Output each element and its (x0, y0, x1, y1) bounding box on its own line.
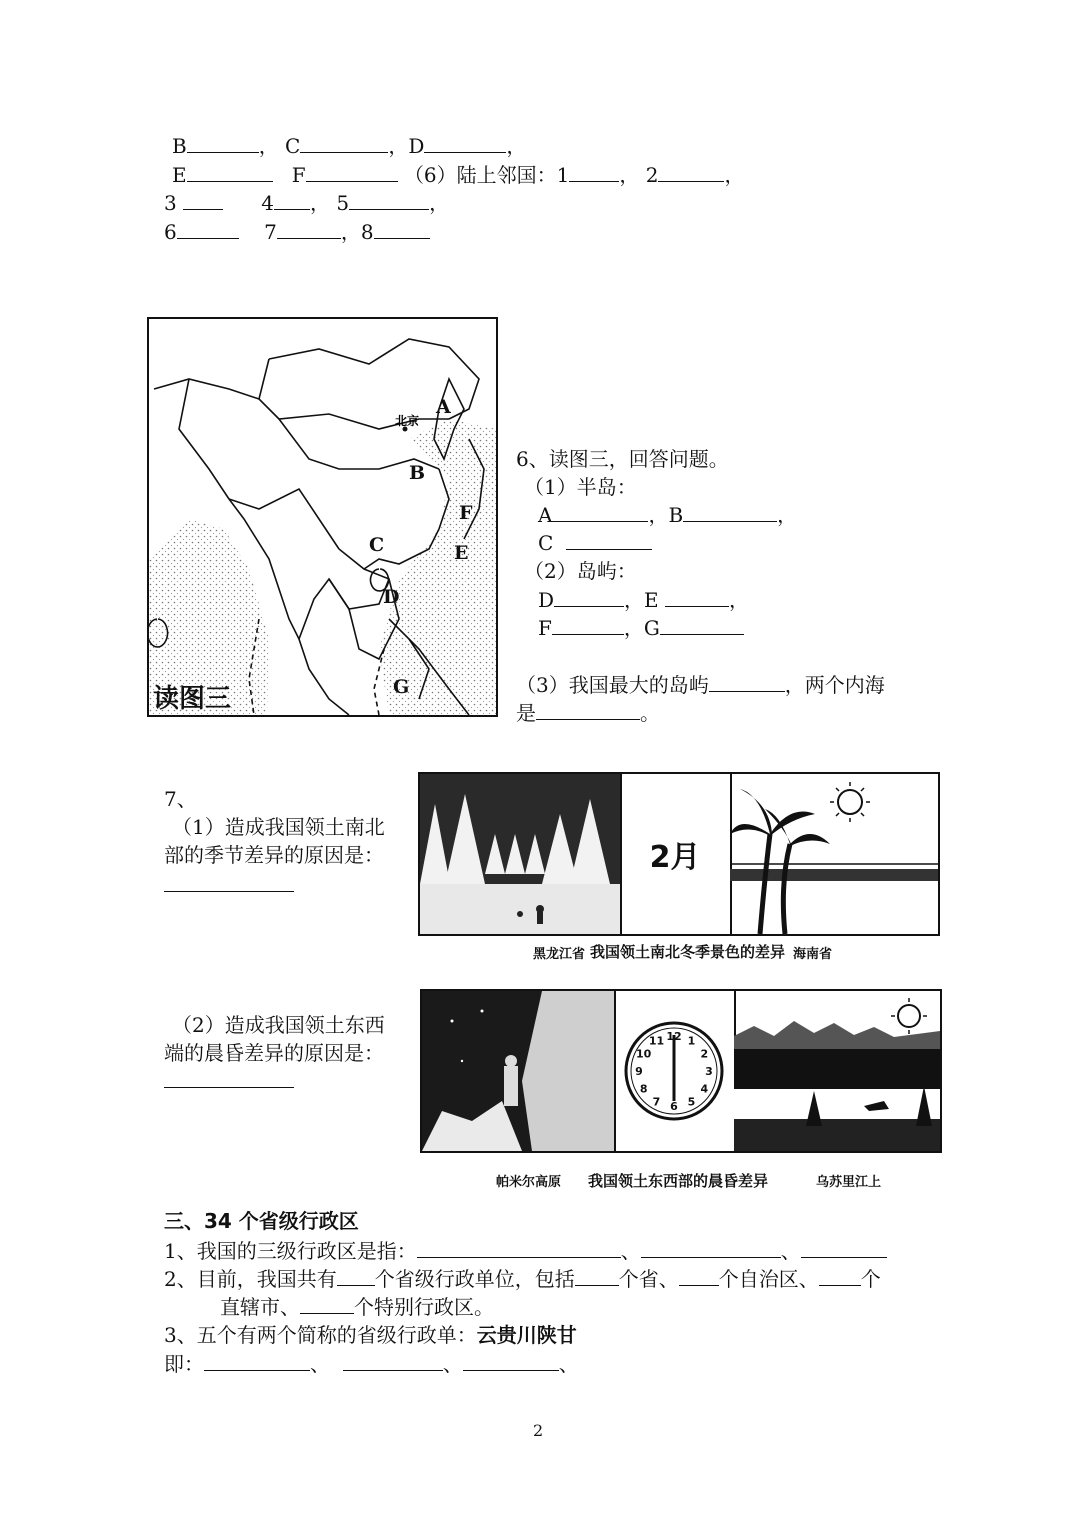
label-7: 7 (264, 220, 277, 244)
label-f: F (538, 616, 552, 640)
section-3-title: 三、34 个省级行政区 (164, 1209, 359, 1233)
q7-part1-a: （1）造成我国领土南北 (172, 815, 385, 839)
s3-q2 (164, 1266, 881, 1292)
map-letter-f: F (459, 502, 473, 524)
q5-line-3 (164, 190, 449, 216)
land-neighbors-label: （6）陆上邻国：1 (403, 163, 570, 187)
q6-part3-cont (516, 700, 660, 726)
part3-text-3: 是 (516, 701, 536, 725)
separator: 、 (620, 1239, 641, 1263)
blank[interactable] (187, 163, 273, 182)
q5-line-2 (172, 162, 744, 188)
separator: 、 (310, 1352, 330, 1376)
label-a: A (538, 503, 553, 527)
blank[interactable] (177, 220, 239, 239)
comma: ， (724, 163, 745, 187)
map-label: 读图三 (153, 684, 232, 714)
panel-pamir-night (422, 991, 616, 1151)
blank[interactable] (665, 588, 729, 607)
q7-part2-b: 端的晨昏差异的原因是： (164, 1041, 384, 1065)
label-d: D (538, 588, 555, 612)
blank[interactable] (709, 673, 785, 692)
page-number: 2 (533, 1421, 544, 1440)
clock-number: 2 (700, 1047, 709, 1061)
q7-part2-a: （2）造成我国领土东西 (172, 1013, 385, 1037)
q5-line-4 (164, 219, 430, 245)
blank[interactable] (575, 1267, 619, 1286)
label-8: ，8 (340, 220, 374, 244)
separator: 、 (780, 1239, 801, 1263)
lake-morning-illustration (734, 991, 940, 1151)
map-letter-a: A (436, 396, 451, 418)
q2-text-4: 个自治区、 (718, 1267, 819, 1291)
map-letter-c: C (369, 534, 385, 556)
label-e: ，E (624, 588, 659, 612)
figure-season-difference (418, 772, 940, 936)
label-c: ， C (258, 134, 301, 158)
q2-text-2: 个省级行政单位，包括 (374, 1267, 575, 1291)
q6-title: 6、读图三，回答问题。 (516, 447, 729, 471)
clock-number: 3 (705, 1065, 713, 1078)
blank[interactable] (164, 1069, 294, 1088)
blank[interactable] (536, 701, 640, 720)
city-label-beijing: 北京 (395, 414, 420, 428)
q7-part1-answer (164, 872, 294, 898)
map-letter-d: D (383, 586, 400, 608)
caption-left: 帕米尔高原 (496, 1175, 562, 1190)
label-g: ，G (623, 616, 660, 640)
blank[interactable] (417, 1239, 621, 1258)
blank[interactable] (300, 1295, 354, 1314)
clock-number: 5 (687, 1095, 696, 1109)
clock-number: 10 (636, 1047, 652, 1061)
clock-number: 6 (670, 1100, 678, 1113)
q3-text-2: 即： (164, 1352, 204, 1376)
clock-number: 1 (687, 1034, 696, 1048)
blank[interactable] (277, 220, 341, 239)
figure-time-difference (420, 989, 942, 1153)
panel-hainan-winter (730, 774, 938, 934)
panel-clock (614, 991, 736, 1151)
s3-q1 (164, 1238, 887, 1264)
period: 。 (640, 701, 660, 725)
q5-line-1 (172, 133, 526, 159)
label-b: ，B (648, 503, 684, 527)
q2-text-3: 个省、 (618, 1267, 679, 1291)
map-letter-g: G (393, 676, 410, 698)
q7-part1-b: 部的季节差异的原因是： (164, 843, 384, 867)
q6-part3 (516, 672, 885, 698)
clock-number: 12 (666, 1030, 682, 1043)
q6-part1: （1）半岛： (524, 475, 637, 499)
blank[interactable] (554, 588, 624, 607)
blank[interactable] (819, 1267, 861, 1286)
blank[interactable] (343, 1352, 443, 1371)
blank[interactable] (683, 503, 777, 522)
blank[interactable] (374, 220, 430, 239)
blank[interactable] (552, 616, 624, 635)
blank[interactable] (187, 134, 259, 153)
q2-text-7: 个特别行政区。 (354, 1295, 494, 1319)
label-c: C (538, 531, 554, 555)
winter-forest-illustration (420, 774, 620, 934)
caption-right: 乌苏里江上 (816, 1175, 882, 1190)
comma: ， (429, 191, 450, 215)
tropical-beach-illustration (730, 774, 938, 934)
q6-c-line (538, 530, 652, 556)
q6-part2: （2）岛屿： (524, 559, 637, 583)
blank[interactable] (801, 1239, 887, 1258)
part3-text: （3）我国最大的岛屿 (516, 673, 709, 697)
blank[interactable] (349, 191, 429, 210)
blank[interactable] (424, 134, 506, 153)
label-e: E (172, 163, 187, 187)
clock-number: 7 (652, 1095, 661, 1109)
q3-highlight: 云贵川陕甘 (476, 1323, 577, 1347)
blank[interactable] (641, 1239, 781, 1258)
blank[interactable] (658, 163, 724, 182)
caption-title: 我国领土南北冬季景色的差异 (590, 943, 786, 961)
label-f: F (291, 163, 306, 187)
panel-heilongjiang-winter (420, 774, 622, 934)
blank[interactable] (552, 503, 648, 522)
sun-icon (898, 1005, 920, 1027)
label-5: ， 5 (309, 191, 350, 215)
s3-q3 (164, 1322, 577, 1348)
caption-title: 我国领土东西部的晨昏差异 (588, 1172, 769, 1190)
q1-text: 1、我国的三级行政区是指： (164, 1239, 417, 1263)
label-d: ，D (388, 134, 425, 158)
label-b: B (172, 134, 187, 158)
map-letter-e: E (454, 542, 469, 564)
blank[interactable] (300, 134, 388, 153)
caption-right: 海南省 (793, 947, 833, 962)
blank[interactable] (183, 191, 223, 210)
clock-number: 4 (700, 1082, 709, 1096)
panel-month (620, 774, 732, 934)
clock-illustration (614, 991, 734, 1151)
q6-fg-line (538, 615, 744, 641)
clock-number: 8 (639, 1082, 648, 1096)
asia-map (149, 319, 496, 715)
blank[interactable] (306, 163, 398, 182)
q6-de-line: D ，E ， (538, 588, 750, 612)
map-letter-b: B (409, 462, 426, 484)
clock-number: 9 (635, 1065, 643, 1078)
blank[interactable] (569, 163, 619, 182)
night-mountain-illustration (422, 991, 614, 1151)
blank[interactable] (566, 531, 652, 550)
part3-text-2: ，两个内海 (784, 673, 885, 697)
blank[interactable] (164, 873, 294, 892)
q2-text-5: 个 (860, 1267, 881, 1291)
comma: ， (506, 134, 527, 158)
clock-number: 11 (648, 1034, 665, 1048)
separator: 、 (442, 1352, 463, 1376)
blank[interactable] (463, 1352, 559, 1371)
q2-text-6: 直辖市、 (220, 1295, 300, 1319)
map-figure-3 (147, 317, 498, 717)
blank[interactable] (660, 616, 744, 635)
month-label: 2月 (649, 840, 701, 875)
sun-icon (838, 790, 862, 814)
label-6: 6 (164, 220, 177, 244)
blank[interactable] (337, 1267, 375, 1286)
blank[interactable] (204, 1352, 310, 1371)
label-4: 4 (261, 191, 274, 215)
panel-wusuli-morning (734, 991, 940, 1151)
s3-q2-cont (220, 1294, 494, 1320)
q3-text: 3、五个有两个简称的省级行政单： (164, 1323, 477, 1347)
q7-number: 7、 (164, 787, 197, 811)
blank[interactable] (679, 1267, 719, 1286)
q7-part2-answer (164, 1068, 294, 1094)
blank[interactable] (274, 191, 310, 210)
q6-ab-line: A ，B ， (538, 503, 798, 527)
q2-text: 2、目前，我国共有 (164, 1267, 337, 1291)
s3-q3-answer (164, 1351, 579, 1377)
label-3: 3 (164, 191, 177, 215)
label-2: ， 2 (619, 163, 659, 187)
separator: 、 (558, 1352, 579, 1376)
caption-left: 黑龙江省 (533, 947, 586, 962)
